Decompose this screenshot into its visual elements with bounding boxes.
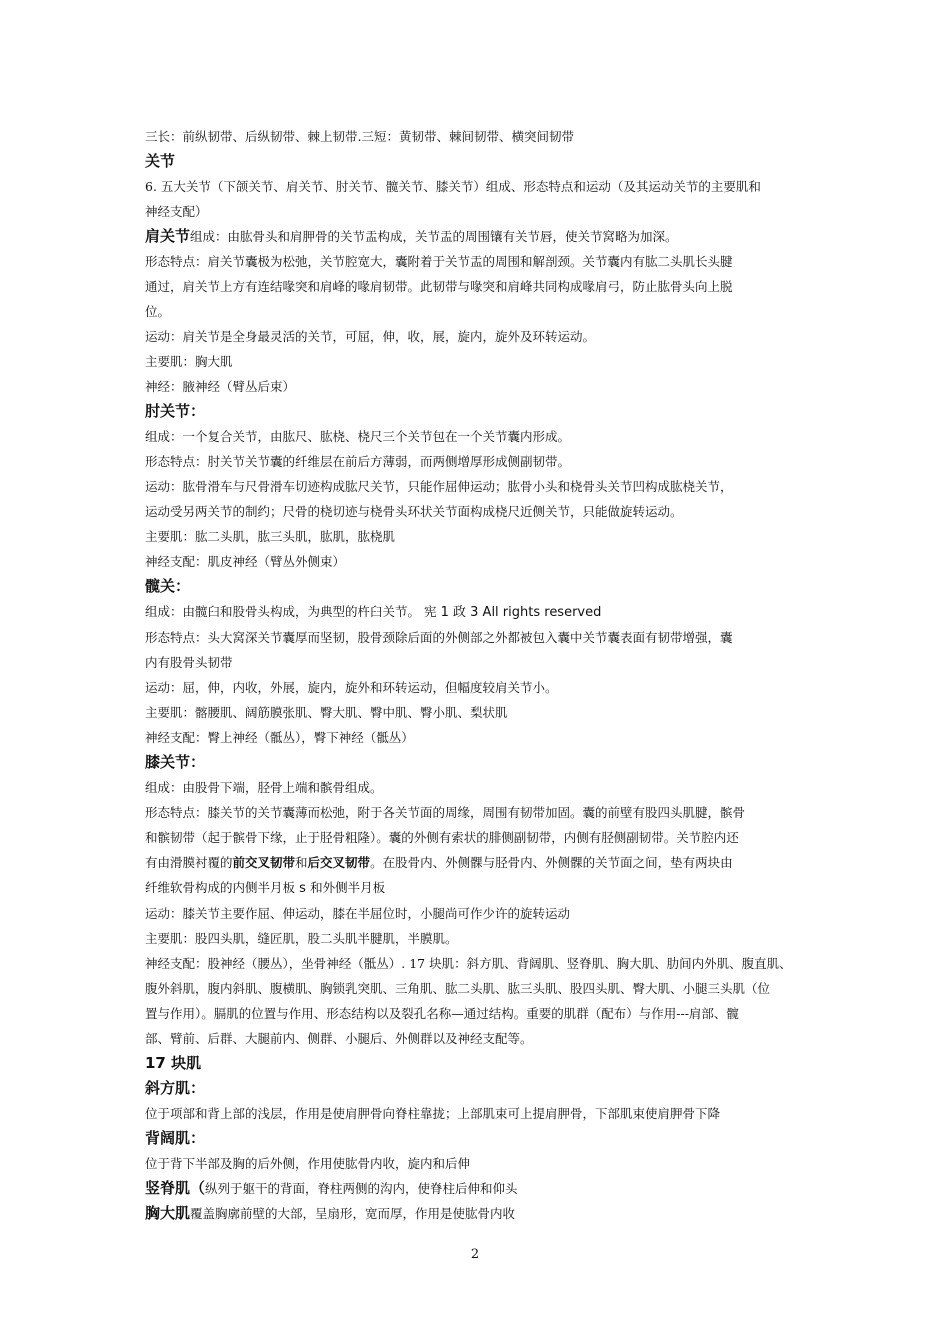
question-6-line1: 6. 五大关节（下颌关节、肩关节、肘关节、髋关节、膝关节）组成、形态特点和运动（及其运动关节的主要肌和 [145,179,761,194]
shoulder-muscle: 主要肌：胸大肌 [145,354,233,369]
elbow-title: 肘关节： [145,402,206,420]
elbow-form: 形态特点：肘关节关节囊的纤维层在前后方薄弱，而两侧增厚形成侧副韧带。 [145,454,571,469]
knee-movement: 运动：膝关节主要作屈、伸运动，膝在半屈位时，小腿尚可作少许的旋转运动 [145,906,571,921]
latissimus-text: 位于背下半部及胸的后外侧，作用使肱骨内收，旋内和后伸 [145,1156,471,1171]
shoulder-composition-text: 组成：由肱骨头和肩胛骨的关节盂构成，关节盂的周围镶有关节唇，使关节窝略为加深。 [190,229,678,244]
shoulder-form-line3: 位。 [145,304,171,319]
question-6-line2: 神经支配） [145,204,208,219]
erector-spinae-line [145,1176,815,1201]
knee-nerve-line2: 腹外斜肌，腹内斜肌、腹横肌、胸锁乳突肌、三角肌、肱二头肌、肱三头肌、股四头肌、臀大肌、小腿三头肌（位 [145,981,771,996]
muscles-17-title: 17 块肌 [145,1054,202,1072]
erector-spinae-text: 纵列于躯干的背面，脊柱两侧的沟内，使脊柱后伸和仰头 [205,1181,518,1196]
knee-nerve-line4: 部、臂前、后群、大腿前内、侧群、小腿后、外侧群以及神经支配等。 [145,1031,533,1046]
shoulder-nerve: 神经：腋神经（臂丛后束） [145,379,296,394]
trapezius-text: 位于项部和背上部的浅层，作用是使肩胛骨向脊柱靠拢；上部肌束可上提肩胛骨，下部肌束使肩胛骨下降 [145,1106,721,1121]
knee-muscle: 主要肌：股四头肌，缝匠肌，股二头肌半腱肌，半膜肌。 [145,931,458,946]
hip-form-line1: 形态特点：头大窝深关节囊厚而坚韧，股骨颈除后面的外侧部之外都被包入囊中关节囊表面有韧带增强，囊 [145,630,733,645]
pectoralis-text: 覆盖胸廓前壁的大部，呈扇形，宽而厚，作用是使肱骨内收 [190,1206,516,1221]
anterior-cruciate-ligament: 前交叉韧带 [232,855,296,870]
knee-nerve-line1: 神经支配：股神经（腰丛），坐骨神经（骶丛）. 17 块肌：斜方肌、背阔肌、竖脊肌、胸大肌、肋间内外肌、腹直肌、 [145,956,792,971]
knee-form3-e: 。在股骨内、外侧髁与胫骨内、外侧髁的关节面之间，垫有两块由 [370,855,733,870]
knee-form-line2: 和髌韧带（起于髌骨下缘，止于胫骨粗隆）。囊的外侧有索状的腓侧副韧带，内侧有胫侧副韧带。关节腔内还 [145,830,739,845]
latissimus-title: 背阔肌： [145,1129,206,1147]
knee-form3-c: 和 [295,855,308,870]
hip-composition [145,599,815,625]
pectoralis-title: 胸大肌 [145,1204,191,1222]
pectoralis-line [145,1201,815,1226]
shoulder-composition [145,224,815,249]
knee-form4-c: 和外侧半月板 [310,880,386,895]
section-heading-joints: 关节 [145,152,176,170]
knee-form-line1: 形态特点：膝关节的关节囊薄而松弛，附于各关节面的周缘，周围有韧带加固。囊的前壁有股四头肌腱，髌骨 [145,805,746,820]
hip-form-line2: 内有股骨头韧带 [145,655,233,670]
page-number: 2 [470,1247,480,1262]
knee-composition: 组成：由股骨下端，胫骨上端和髌骨组成。 [145,780,383,795]
shoulder-form-line2: 通过，肩关节上方有连结喙突和肩峰的喙肩韧带。此韧带与喙突和肩峰共同构成喙肩弓，防止肱骨头向上脱 [145,279,733,294]
hip-composition-text: 组成：由髋臼和股骨头构成，为典型的杵臼关节。 宪 [145,604,437,619]
knee-title: 膝关节： [145,753,206,771]
hip-nerve: 神经支配：臀上神经（骶丛），臀下神经（骶丛） [145,730,414,745]
knee-form-line4 [145,875,815,901]
elbow-movement-line1: 运动：肱骨滑车与尺骨滑车切迹构成肱尺关节，只能作屈伸运动；肱骨小头和桡骨头关节凹构成肱桡关节， [145,479,733,494]
elbow-composition: 组成：一个复合关节，由肱尺、肱桡、桡尺三个关节包在一个关节囊内形成。 [145,429,571,444]
shoulder-form-line1: 形态特点：肩关节囊极为松弛，关节腔宽大，囊附着于关节盂的周围和解剖颈。关节囊内有肱二头肌长头腱 [145,254,733,269]
hip-movement: 运动：屈，伸，内收，外展，旋内，旋外和环转运动，但幅度较肩关节小。 [145,680,558,695]
erector-spinae-title: 竖脊肌（ [145,1179,206,1197]
trapezius-title: 斜方肌： [145,1079,206,1097]
knee-form3-a: 有由滑膜衬覆的 [145,855,233,870]
elbow-movement-line2: 运动受另两关节的制约；尺骨的桡切迹与桡骨头环状关节面构成桡尺近侧关节，只能做旋转运动。 [145,504,683,519]
shoulder-title: 肩关节 [145,227,191,245]
document-body [145,124,815,1226]
posterior-cruciate-ligament: 后交叉韧带 [307,855,371,870]
knee-nerve-line3: 置与作用）。膈肌的位置与作用、形态结构以及裂孔名称—通过结构。重要的肌群（配布）与作用---肩部、髋 [145,1006,739,1021]
knee-form4-b: s [295,881,311,896]
elbow-nerve: 神经支配：肌皮神经（臂丛外侧束） [145,554,346,569]
hip-composition-watermark: 1 政 3 All rights reserved [436,605,602,620]
shoulder-movement: 运动：肩关节是全身最灵活的关节，可屈，伸，收，展，旋内，旋外及环转运动。 [145,329,596,344]
elbow-muscle: 主要肌：肱二头肌，肱三头肌，肱肌，肱桡肌 [145,529,396,544]
hip-muscle: 主要肌：髂腰肌、阔筋膜张肌、臀大肌、臀中肌、臀小肌、梨状肌 [145,705,508,720]
knee-form4-a: 纤维软骨构成的内侧半月板 [145,880,296,895]
knee-form-line3 [145,850,815,875]
hip-title: 髋关： [145,577,191,595]
ligament-summary: 三长：前纵韧带、后纵韧带、棘上韧带.三短：黄韧带、棘间韧带、横突间韧带 [145,129,574,144]
